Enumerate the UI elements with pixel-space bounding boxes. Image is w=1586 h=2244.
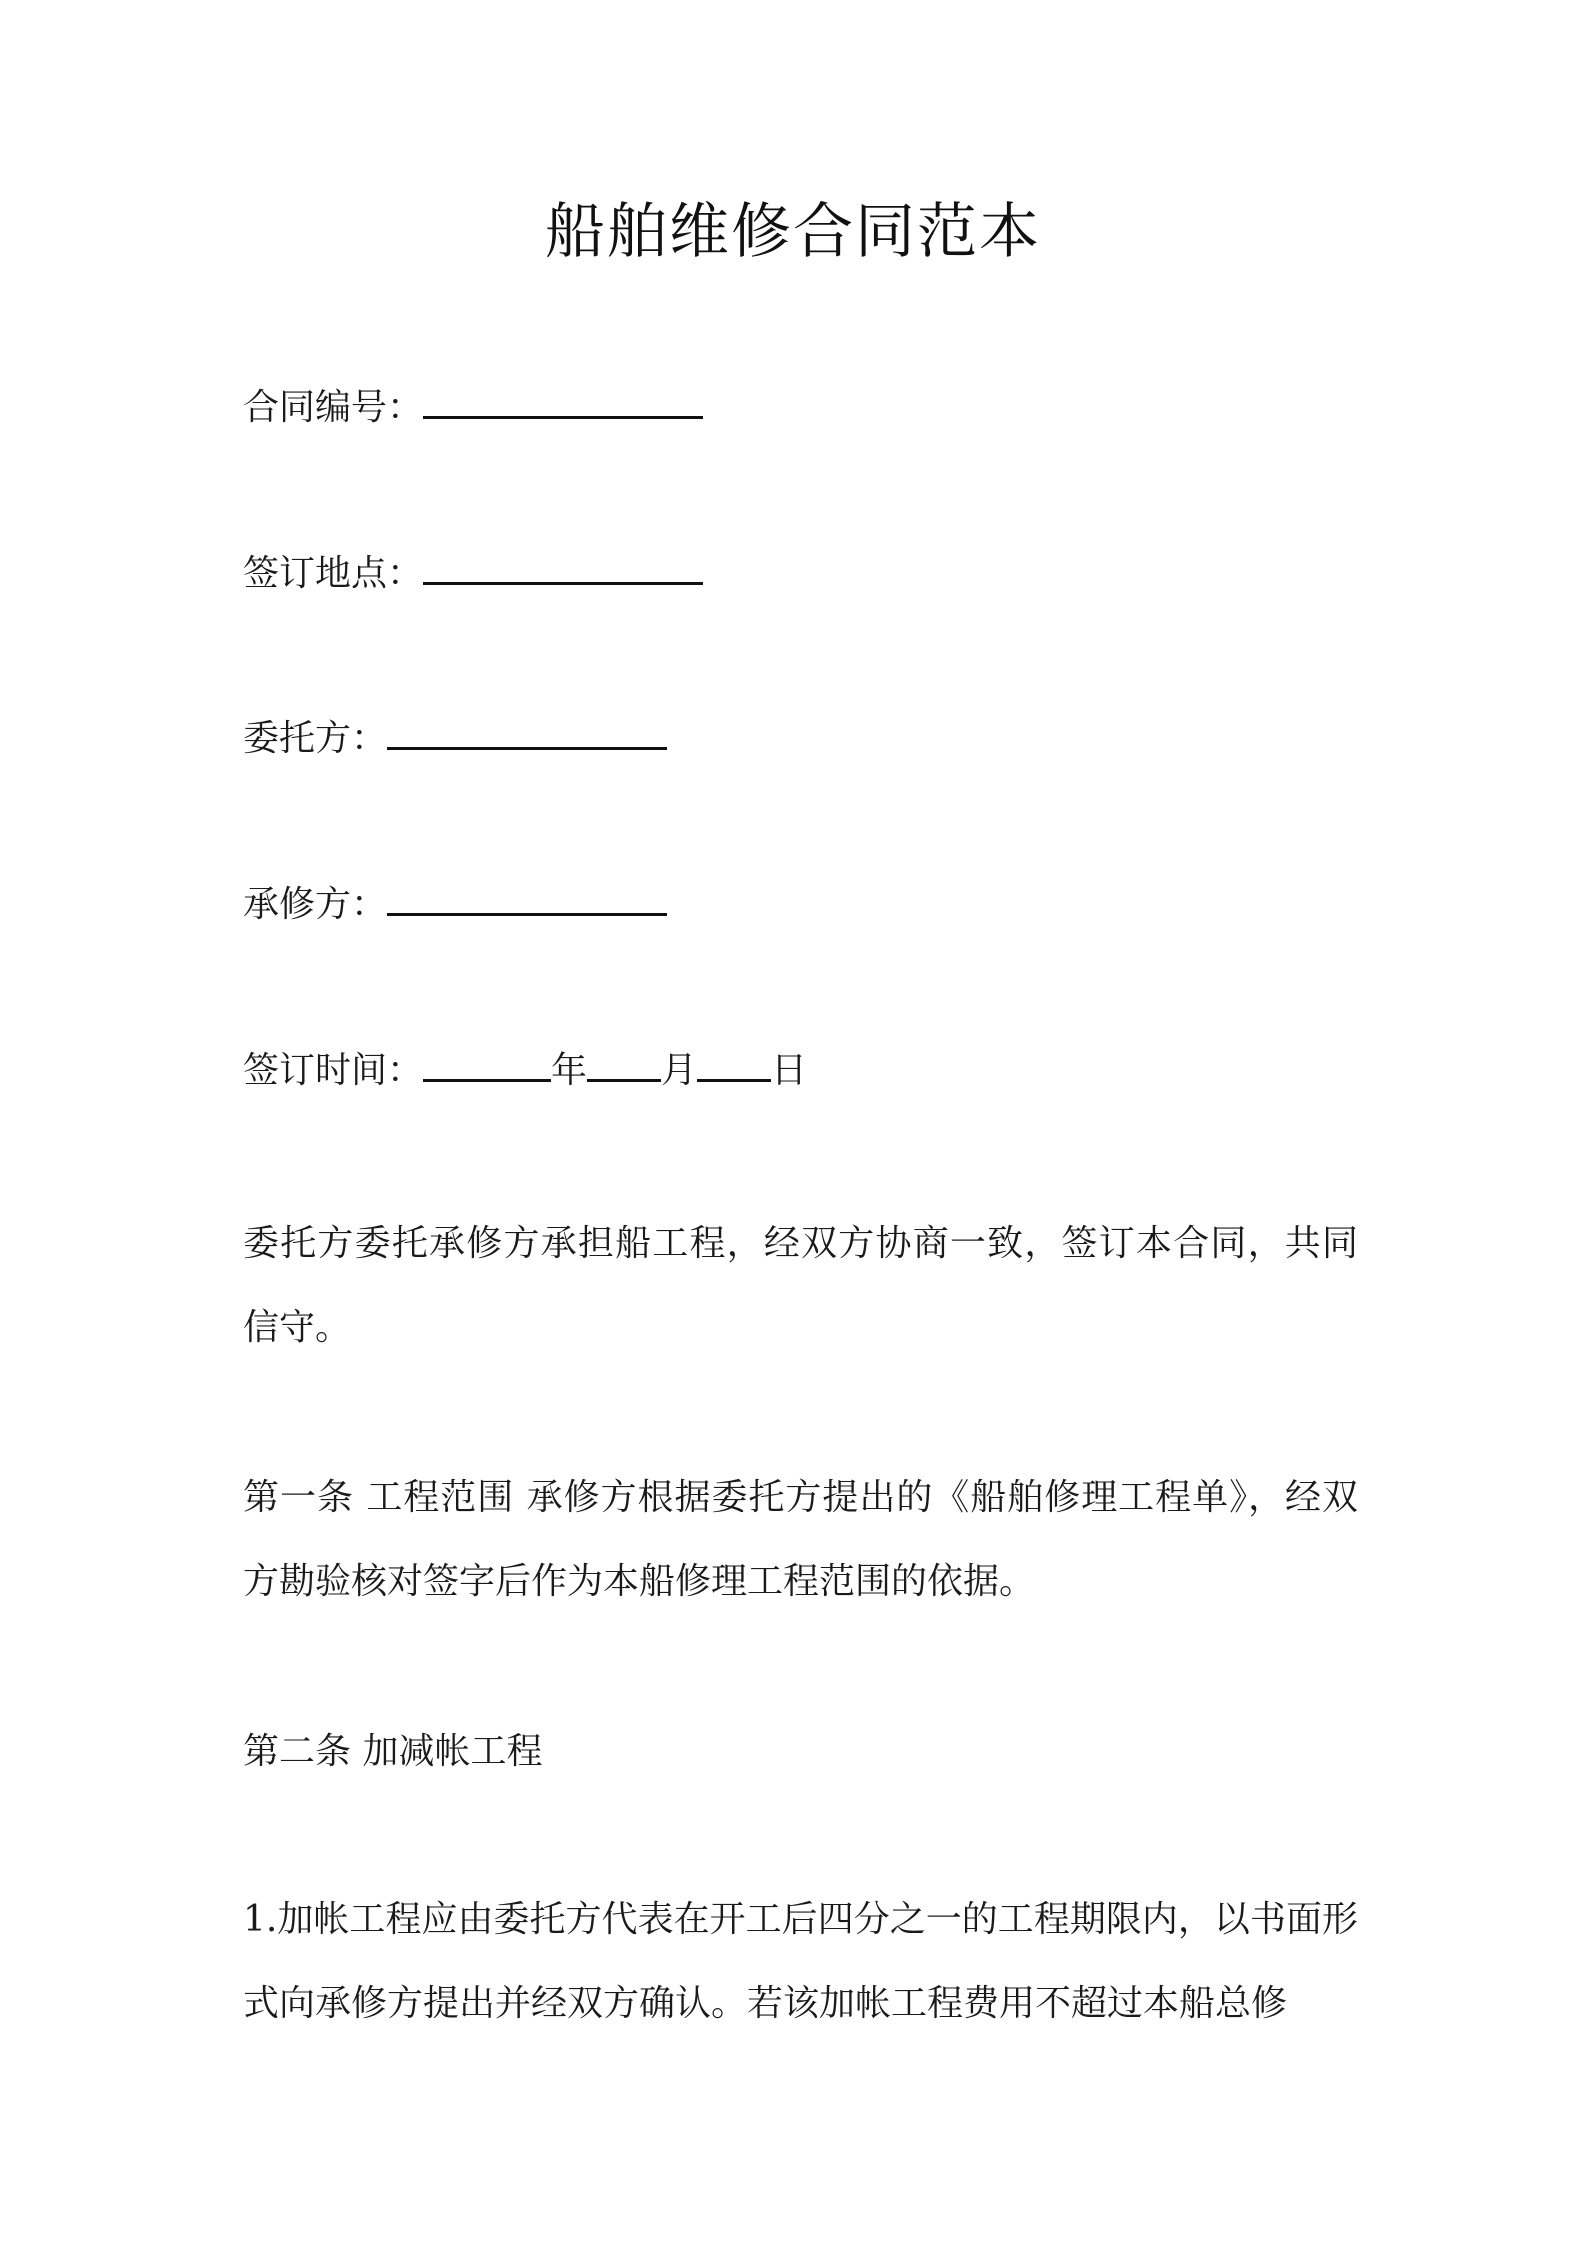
client-blank [387,717,667,750]
contract-number-blank [423,386,703,419]
day-char: 日 [771,1050,808,1091]
article-2-item-1: 1.加帐工程应由委托方代表在开工后四分之一的工程期限内，以书面形式向承修方提出并经双方确认。若该加帐工程费用不超过本船总修 [243,1899,1358,2024]
month-char: 月 [661,1050,698,1091]
sign-time-label: 签订时间： [243,1050,424,1091]
contractor-field [243,883,667,927]
sign-time-field [243,1049,807,1093]
article-1-paragraph: 第一条 工程范围 承修方根据委托方提出的《船舶修理工程单》，经双方勘验核对签字后作为本船修理工程范围的依据。 [243,1477,1358,1602]
document-title: 船舶维修合同范本 [545,197,1041,267]
article-2-heading: 第二条 加减帐工程 [243,1731,543,1772]
year-char: 年 [551,1050,588,1091]
contractor-label: 承修方： [243,884,388,925]
month-blank [587,1049,661,1082]
contract-number-label: 合同编号： [243,387,424,428]
sign-place-label: 签订地点： [243,553,424,594]
contract-number-field [243,386,703,430]
day-blank [697,1049,771,1082]
contractor-blank [387,883,667,916]
sign-place-blank [423,552,703,585]
sign-place-field [243,552,703,596]
intro-paragraph: 委托方委托承修方承担船工程，经双方协商一致，签订本合同，共同信守。 [243,1223,1358,1348]
client-field [243,717,667,761]
client-label: 委托方： [243,718,388,759]
year-blank [423,1049,551,1082]
